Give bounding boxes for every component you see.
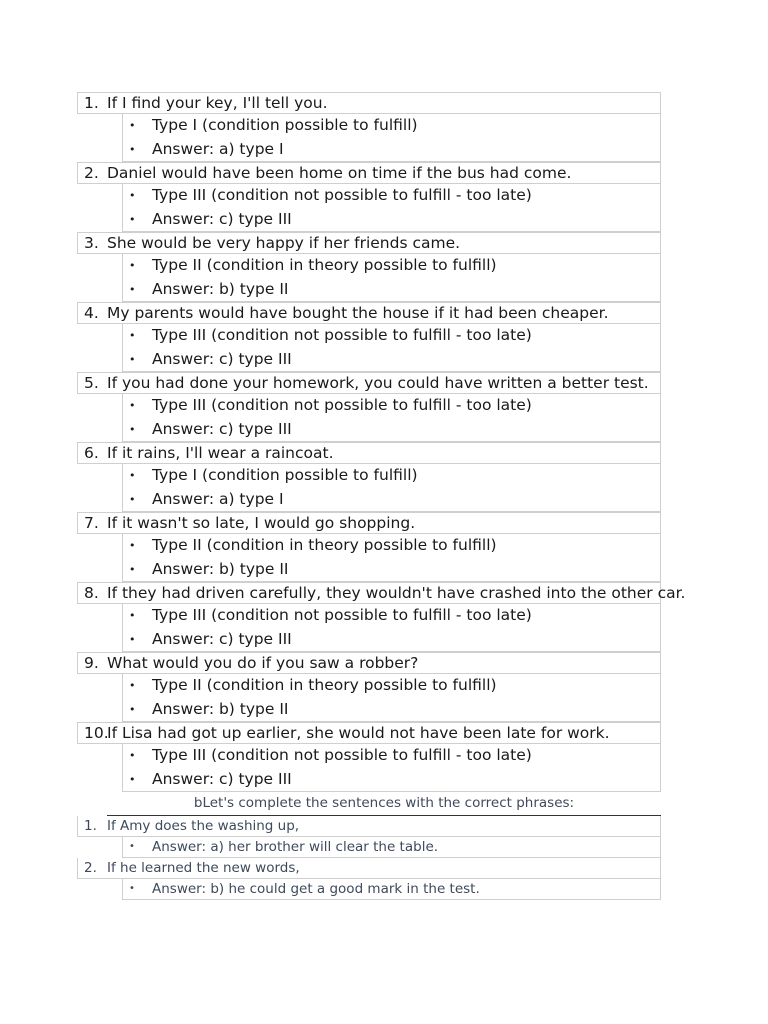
section-b-item [0,816,768,858]
exercise-details [122,604,661,652]
exercise-type-item [123,394,660,418]
exercise-sentence: Daniel would have been home on time if the bus had come. [107,164,572,182]
exercise-answer-item [123,348,660,372]
exercise-answer: Answer: b) type II [152,559,289,578]
bullet-icon: • [129,492,136,506]
bullet-icon: • [129,212,136,226]
exercise-item [0,92,768,162]
bullet-icon: • [129,259,136,272]
section-b-sentence-row [77,858,661,879]
exercise-answer: Answer: c) type III [152,769,292,788]
exercise-item [0,442,768,512]
exercise-answer-item [123,698,660,722]
bullet-icon: • [129,702,136,716]
exercise-type: Type I (condition possible to fulfill) [152,116,418,134]
exercise-type-item [123,324,660,348]
exercise-details [122,254,661,302]
exercise-item [0,372,768,442]
exercise-answer: Answer: c) type III [152,349,292,368]
exercise-type: Type II (condition in theory possible to fulfill) [152,256,497,274]
exercise-number: 2. [84,164,99,182]
bullet-icon: • [129,679,136,692]
exercise-details [122,184,661,232]
exercise-answer-item [123,418,660,442]
exercise-sentence: If Lisa had got up earlier, she would not have been late for work. [107,724,610,742]
exercise-answer-item [123,278,660,302]
exercise-details [122,324,661,372]
exercise-answer: Answer: a) type I [152,139,284,158]
exercise-sentence-row [77,652,661,674]
section-b-number: 1. [84,818,97,834]
exercise-sentence: She would be very happy if her friends came. [107,234,461,252]
exercise-item [0,722,768,792]
exercise-type: Type III (condition not possible to fulfill - too late) [152,186,532,204]
exercise-number: 6. [84,444,99,462]
exercise-number: 10. [84,724,109,742]
exercise-details [122,674,661,722]
exercise-sentence-row [77,372,661,394]
section-b-heading: bLet's complete the sentences with the correct phrases: [107,792,661,816]
exercise-sentence-row [77,162,661,184]
exercise-answer-item [123,768,660,792]
bullet-icon: • [129,399,136,412]
exercise-type-item [123,604,660,628]
exercise-item [0,652,768,722]
exercise-type: Type II (condition in theory possible to fulfill) [152,676,497,694]
section-b [0,792,768,900]
exercise-details [122,744,661,792]
exercise-type-item [123,674,660,698]
section-b-sentence-row [77,816,661,837]
exercise-type: Type III (condition not possible to fulfill - too late) [152,326,532,344]
section-b-item [0,858,768,900]
exercise-item [0,582,768,652]
exercise-list [0,92,768,792]
bullet-icon: • [129,142,136,156]
exercise-type-item [123,254,660,278]
exercise-item [0,512,768,582]
exercise-item [0,162,768,232]
exercise-answer: Answer: b) type II [152,699,289,718]
exercise-answer: Answer: a) type I [152,489,284,508]
exercise-type: Type III (condition not possible to fulfill - too late) [152,606,532,624]
exercise-sentence: If it wasn't so late, I would go shopping. [107,514,416,532]
exercise-answer-item [123,558,660,582]
exercise-sentence: If it rains, I'll wear a raincoat. [107,444,334,462]
exercise-number: 5. [84,374,99,392]
bullet-icon: • [129,883,135,894]
exercise-answer: Answer: b) type II [152,279,289,298]
exercise-details [122,114,661,162]
exercise-sentence-row [77,442,661,464]
bullet-icon: • [129,539,136,552]
exercise-type: Type III (condition not possible to fulfill - too late) [152,746,532,764]
exercise-number: 7. [84,514,99,532]
exercise-type-item [123,464,660,488]
exercise-item [0,302,768,372]
exercise-number: 1. [84,94,99,112]
exercise-answer-item [123,628,660,652]
bullet-icon: • [129,562,136,576]
section-b-list [0,816,768,900]
exercise-type-item [123,534,660,558]
bullet-icon: • [129,632,136,646]
section-b-number: 2. [84,860,97,876]
exercise-sentence: If you had done your homework, you could have written a better test. [107,374,649,392]
bullet-icon: • [129,422,136,436]
exercise-sentence-row [77,92,661,114]
exercise-sentence-row [77,582,686,604]
bullet-icon: • [129,282,136,296]
exercise-answer: Answer: c) type III [152,419,292,438]
exercise-answer-item [123,488,660,512]
exercise-number: 3. [84,234,99,252]
bullet-icon: • [129,749,136,762]
document-page [0,92,768,900]
exercise-answer: Answer: c) type III [152,629,292,648]
section-b-answer: Answer: b) he could get a good mark in the test. [152,881,480,897]
exercise-sentence-row [77,232,661,254]
exercise-sentence: My parents would have bought the house if it had been cheaper. [107,304,609,322]
exercise-details [122,534,661,582]
bullet-icon: • [129,189,136,202]
bullet-icon: • [129,352,136,366]
exercise-answer-item [123,138,660,162]
bullet-icon: • [129,119,136,132]
exercise-sentence-row [77,302,661,324]
section-b-answer-row [122,879,661,900]
bullet-icon: • [129,469,136,482]
section-b-answer: Answer: a) her brother will clear the table. [152,839,439,855]
exercise-details [122,394,661,442]
bullet-icon: • [129,329,136,342]
exercise-type-item [123,744,660,768]
exercise-answer-item [123,208,660,232]
exercise-sentence: What would you do if you saw a robber? [107,654,419,672]
exercise-type: Type III (condition not possible to fulfill - too late) [152,396,532,414]
exercise-type: Type I (condition possible to fulfill) [152,466,418,484]
section-b-answer-row [122,837,661,858]
exercise-type-item [123,114,660,138]
exercise-number: 4. [84,304,99,322]
exercise-sentence: If they had driven carefully, they wouldn't have crashed into the other car. [107,584,686,602]
exercise-item [0,232,768,302]
exercise-number: 8. [84,584,99,602]
section-b-sentence: If Amy does the washing up, [107,818,300,834]
exercise-answer: Answer: c) type III [152,209,292,228]
exercise-sentence-row [77,722,661,744]
bullet-icon: • [129,841,135,852]
bullet-icon: • [129,772,136,786]
exercise-type-item [123,184,660,208]
exercise-number: 9. [84,654,99,672]
bullet-icon: • [129,609,136,622]
exercise-sentence: If I find your key, I'll tell you. [107,94,328,112]
section-b-sentence: If he learned the new words, [107,860,300,876]
exercise-sentence-row [77,512,661,534]
exercise-details [122,464,661,512]
exercise-type: Type II (condition in theory possible to fulfill) [152,536,497,554]
